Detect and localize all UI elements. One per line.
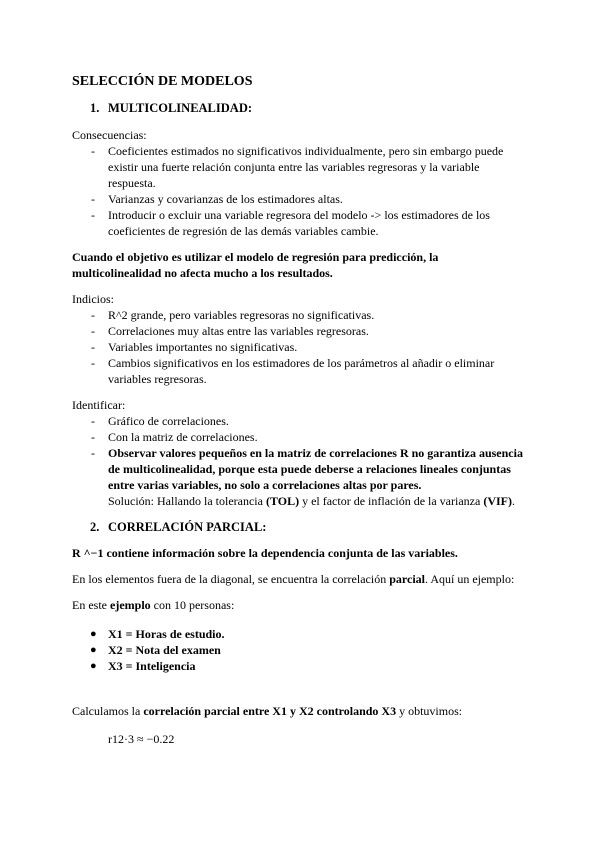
tol-term: (TOL): [265, 494, 300, 508]
dash-marker: -: [91, 340, 95, 354]
calc-bold: correlación parcial entre X1 y X2 controlando X3: [143, 704, 397, 718]
list-item-line: Gráfico de correlaciones.: [108, 414, 229, 428]
list-item-line: existir una fuerte relación conjunta entre las variables regresoras y la variable: [108, 160, 480, 174]
bullet-item: X3 = Inteligencia: [108, 659, 196, 673]
section1-heading: MULTICOLINEALIDAD:: [108, 101, 253, 115]
example-line: [72, 597, 234, 613]
solucion-line: [108, 493, 515, 509]
dash-marker: -: [91, 324, 95, 338]
bullet-item: X2 = Nota del examen: [108, 643, 221, 657]
offdiag-text: . Aquí un ejemplo:: [424, 572, 515, 586]
list-item-line: Cambios significativos en los estimadores de los parámetros al añadir o eliminar: [108, 356, 495, 370]
list-item-bold-line: Observar valores pequeños en la matriz de correlaciones R no garantiza ausencia: [108, 446, 523, 460]
rinv-statement: R ^−1 contiene información sobre la dependencia conjunta de las variables.: [72, 546, 458, 560]
list-item-line: respuesta.: [108, 176, 156, 190]
example-bold: ejemplo: [110, 598, 151, 612]
consecuencias-label: Consecuencias:: [72, 128, 147, 142]
list-item-line: Correlaciones muy altas entre las variables regresoras.: [108, 324, 369, 338]
list-item-line: Introducir o excluir una variable regresora del modelo -> los estimadores de los: [108, 208, 490, 222]
offdiag-line: [72, 571, 514, 587]
note-bold-line: Cuando el objetivo es utilizar el modelo de regresión para predicción, la: [72, 250, 439, 264]
calc-text: y obtuvimos:: [396, 704, 463, 718]
solucion-text: y el factor de inflación de la varianza: [299, 494, 484, 508]
section1-number: 1.: [90, 101, 100, 115]
bullet-dot: ●: [90, 660, 97, 672]
indicios-label: Indicios:: [72, 292, 114, 306]
calc-text: Calculamos la: [72, 704, 144, 718]
bullet-dot: ●: [90, 644, 97, 656]
bullet-dot: ●: [90, 628, 97, 640]
result-formula: r12·3 ≈ −0.22: [108, 732, 175, 746]
section2-heading: CORRELACIÓN PARCIAL:: [108, 520, 267, 534]
dash-marker: -: [91, 414, 95, 428]
list-item-line: Con la matriz de correlaciones.: [108, 430, 258, 444]
identificar-label: Identificar:: [72, 398, 126, 412]
list-item-line: coeficientes de regresión de las demás variables cambie.: [108, 224, 379, 238]
example-text: con 10 personas:: [150, 598, 235, 612]
section2-number: 2.: [90, 520, 100, 534]
solucion-text: .: [512, 494, 515, 508]
list-item-line: Coeficientes estimados no significativos individualmente, pero sin embargo puede: [108, 144, 504, 158]
list-item-line: variables regresoras.: [108, 372, 207, 386]
calc-line: [72, 703, 462, 719]
dash-marker: -: [91, 192, 95, 206]
dash-marker: -: [91, 308, 95, 322]
note-bold-line: multicolinealidad no afecta mucho a los resultados.: [72, 266, 333, 280]
dash-marker: -: [91, 356, 95, 370]
dash-marker: -: [91, 144, 95, 158]
list-item-line: R^2 grande, pero variables regresoras no significativas.: [108, 308, 375, 322]
list-item-line: Variables importantes no significativas.: [108, 340, 298, 354]
list-item-bold-line: entre varias variables, no solo a correlaciones altas por pares.: [108, 478, 422, 492]
dash-marker: -: [91, 208, 95, 222]
offdiag-bold: parcial: [389, 572, 425, 586]
example-text: En este: [72, 598, 110, 612]
list-item-bold-line: de multicolinealidad, porque esta puede deberse a relaciones lineales conjuntas: [108, 462, 511, 476]
vif-term: (VIF): [483, 494, 512, 508]
dash-marker: -: [91, 430, 95, 444]
bullet-item: X1 = Horas de estudio.: [108, 627, 225, 641]
page-title: SELECCIÓN DE MODELOS: [72, 74, 253, 89]
offdiag-text: En los elementos fuera de la diagonal, se encuentra la correlación: [72, 572, 390, 586]
solucion-text: Solución: Hallando la tolerancia: [108, 494, 266, 508]
list-item-line: Varianzas y covarianzas de los estimadores altas.: [108, 192, 343, 206]
dash-marker: -: [91, 446, 95, 460]
